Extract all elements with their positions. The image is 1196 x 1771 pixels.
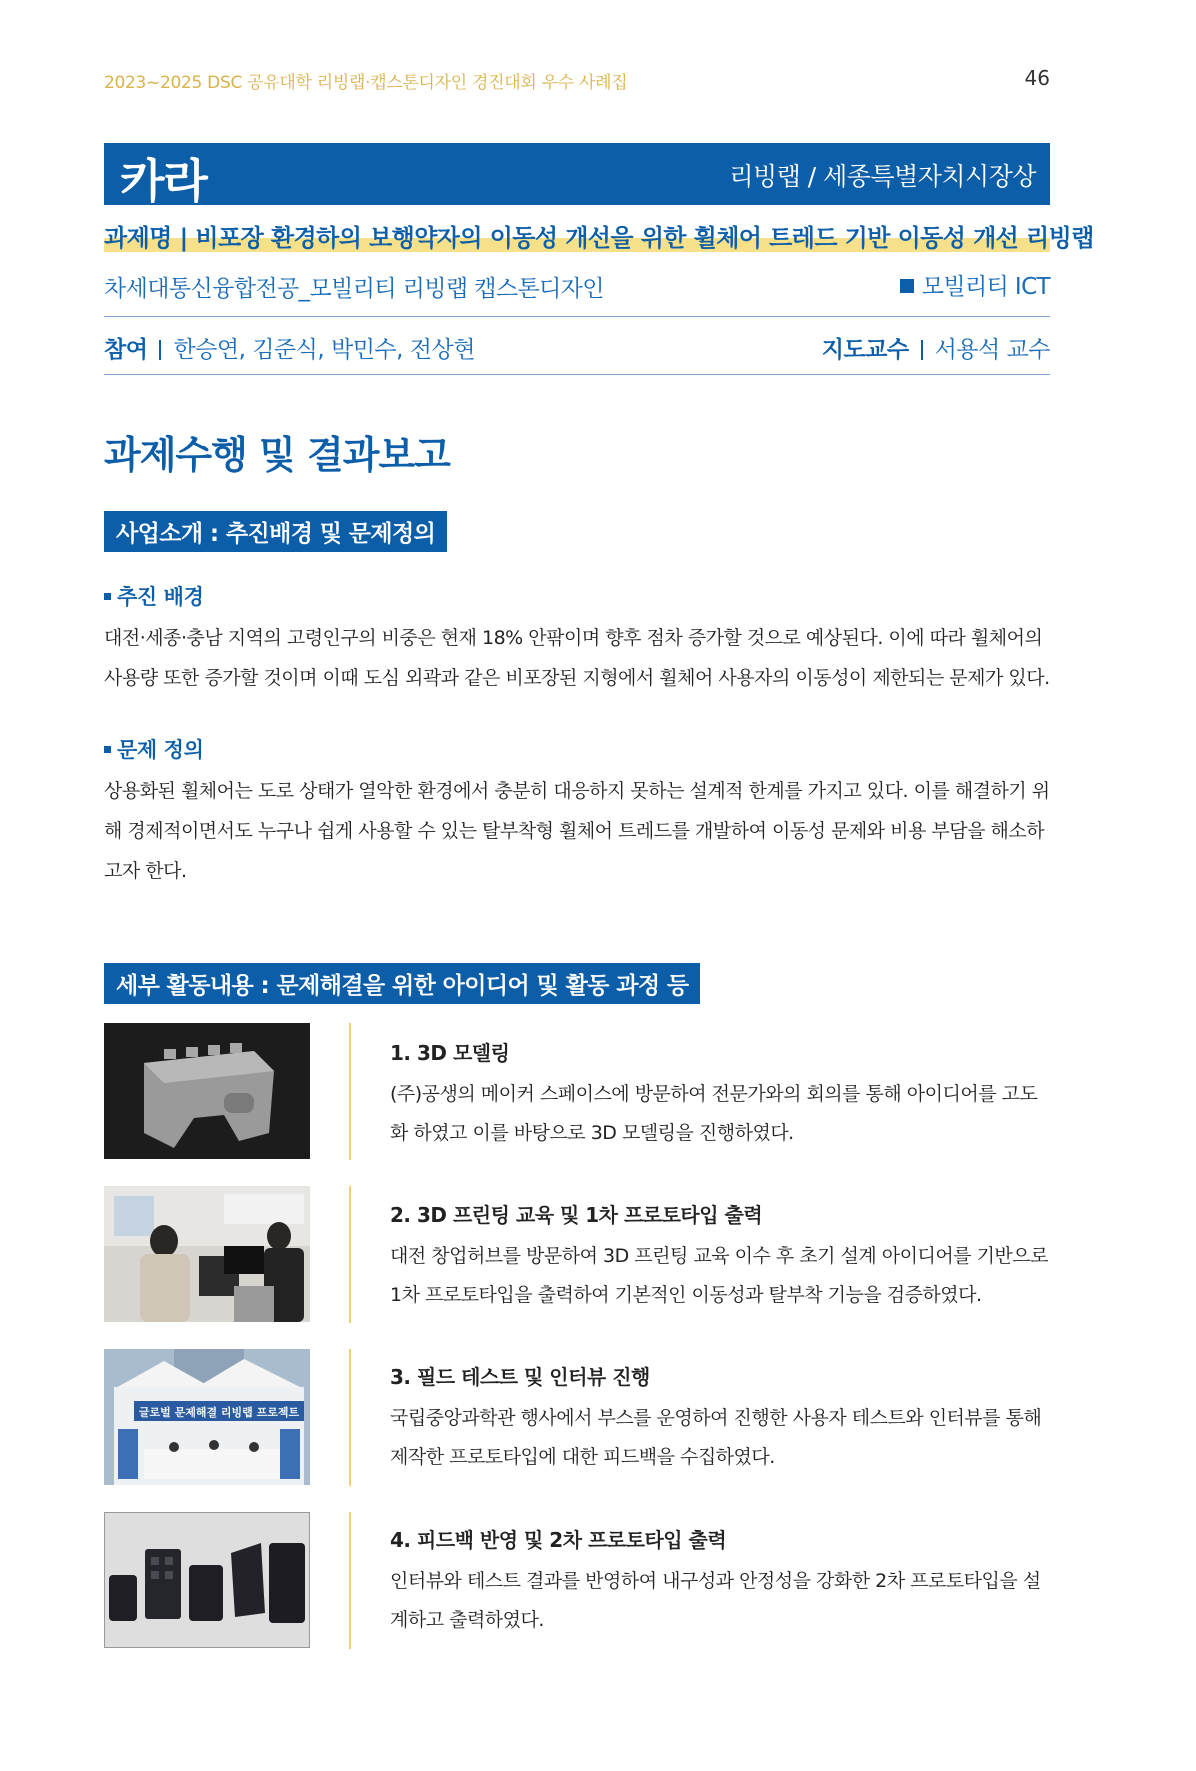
- advisor-label: 지도교수: [821, 337, 909, 363]
- activity-divider: [349, 1186, 351, 1323]
- page-number: 46: [1024, 66, 1050, 90]
- members-label: 참여: [104, 337, 148, 363]
- divider: [104, 316, 1050, 317]
- activity-divider: [349, 1023, 351, 1160]
- activity-divider: [349, 1349, 351, 1486]
- advisor-row: [822, 331, 1050, 364]
- separator-bar: [921, 340, 923, 360]
- activity-image-field-test: [104, 1349, 310, 1485]
- members-row: [104, 331, 475, 364]
- team-name: 카라: [120, 154, 207, 208]
- activity-divider: [349, 1512, 351, 1649]
- activity-desc: (주)공생의 메이커 스페이스에 방문하여 전문가와의 회의를 통해 아이디어를 고도화 하였고 이를 바탕으로 3D 모델링을 진행하였다.: [390, 1083, 1038, 1144]
- square-bullet-icon: [104, 593, 111, 600]
- activity-desc: 대전 창업허브를 방문하여 3D 프린팅 교육 이수 후 초기 설계 아이디어를 기반으로 1차 프로토타입을 출력하여 기본적인 이동성과 탈부착 기능을 검증하였다.: [390, 1245, 1048, 1306]
- activities-label: 세부 활동내용 : 문제해결을 위한 아이디어 및 활동 과정 등: [104, 963, 700, 1004]
- background-heading: [104, 581, 203, 611]
- advisor-name: 서용석 교수: [934, 337, 1050, 363]
- activity-image-prototypes: [104, 1512, 310, 1648]
- activity-title: 3. 필드 테스트 및 인터뷰 진행: [390, 1365, 650, 1389]
- activity-title: 1. 3D 모델링: [390, 1041, 510, 1065]
- team-title-bar: [104, 143, 1050, 208]
- members-list: 한승연, 김준식, 박민수, 전상현: [173, 337, 475, 363]
- section-title: 과제수행 및 결과보고: [104, 433, 450, 477]
- department: 차세대통신융합전공_모빌리티 리빙랩 캡스톤디자인: [104, 276, 604, 302]
- square-bullet-icon: [104, 746, 111, 753]
- field-label: 모빌리티 ICT: [921, 274, 1050, 300]
- activity-title: 2. 3D 프린팅 교육 및 1차 프로토타입 출력: [390, 1203, 763, 1227]
- square-bullet-icon: [900, 279, 914, 293]
- banner-text: 글로벌 문제해결 리빙랩 프로젝트: [138, 1406, 300, 1419]
- problem-text: 상용화된 휠체어는 도로 상태가 열악한 환경에서 충분히 대응하지 못하는 설계적 한계를 가지고 있다. 이를 해결하기 위해 경제적이면서도 누구나 쉽게 사용할 수 있는 탈부착형 휠체어 트레드를 개발하여 이동성 문제와 비용 부담을 해소하고자 한다.: [104, 780, 1050, 882]
- activity-desc: 국립중앙과학관 행사에서 부스를 운영하여 진행한 사용자 테스트와 인터뷰를 통해 제작한 프로토타입에 대한 피드백을 수집하였다.: [390, 1407, 1042, 1468]
- field-tag: [900, 268, 1050, 301]
- background-heading-text: 추진 배경: [117, 585, 204, 609]
- intro-label: 사업소개 : 추진배경 및 문제정의: [104, 511, 447, 552]
- activity-image-3d-model: [104, 1023, 310, 1159]
- problem-heading: [104, 734, 203, 764]
- activity-desc: 인터뷰와 테스트 결과를 반영하여 내구성과 안정성을 강화한 2차 프로토타입을 설계하고 출력하였다.: [390, 1570, 1041, 1631]
- background-text: 대전·세종·충남 지역의 고령인구의 비중은 현재 18% 안팎이며 향후 점차 증가할 것으로 예상된다. 이에 따라 휠체어의 사용량 또한 증가할 것이며 이때 도심 외곽과 같은 비포장된 지형에서 휠체어 사용자의 이동성이 제한되는 문제가 있다.: [104, 627, 1050, 689]
- separator-bar: [159, 340, 161, 360]
- divider: [104, 374, 1050, 375]
- award: 리빙랩 / 세종특별자치시장상: [729, 162, 1036, 191]
- problem-heading-text: 문제 정의: [117, 738, 204, 762]
- project-topic: [104, 218, 1094, 254]
- activity-title: 4. 피드백 반영 및 2차 프로토타입 출력: [390, 1528, 727, 1552]
- topic-text: 과제명 | 비포장 환경하의 보행약자의 이동성 개선을 위한 휠체어 트레드 기반 이동성 개선 리빙랩: [104, 224, 1094, 252]
- collection-title: 2023~2025 DSC 공유대학 리빙랩·캡스톤디자인 경진대회 우수 사례집: [104, 73, 628, 93]
- activity-image-printing-class: [104, 1186, 310, 1322]
